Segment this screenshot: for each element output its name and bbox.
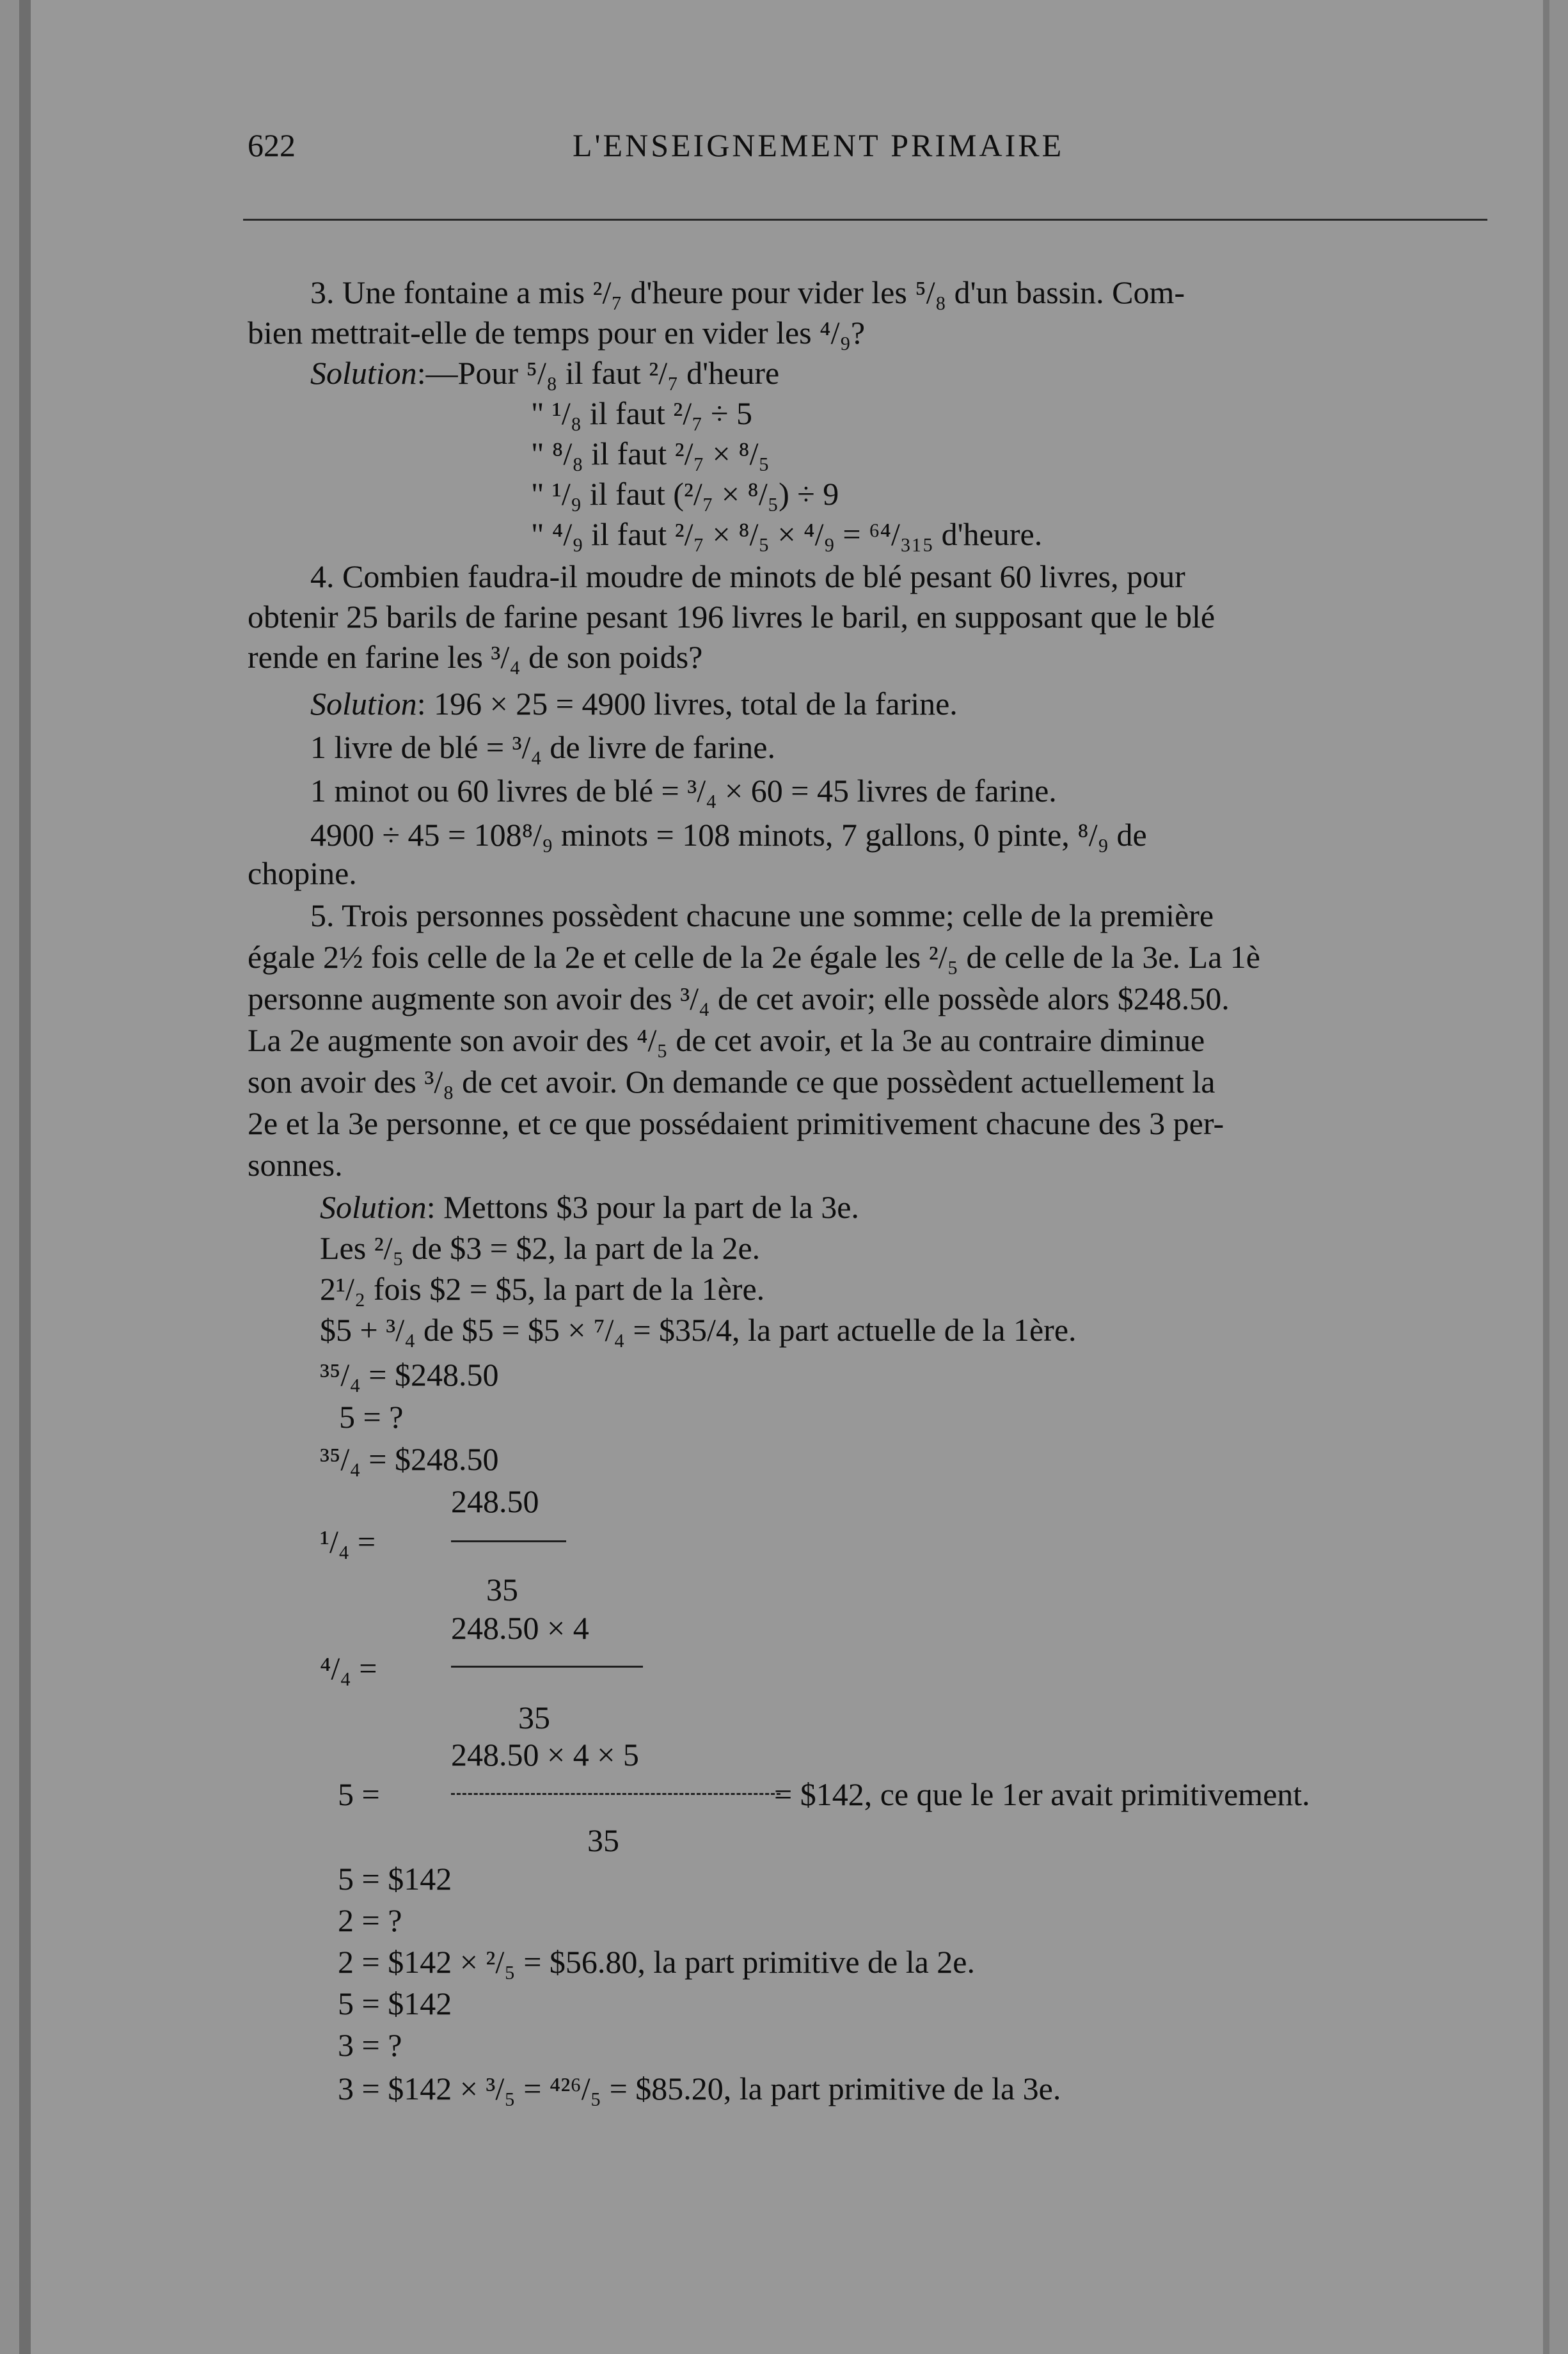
problem-5-solution xyxy=(320,1191,859,1223)
running-title: L'ENSEIGNEMENT PRIMAIRE xyxy=(573,127,1065,163)
fraction-1-lhs: ¹/₄ = xyxy=(320,1524,376,1560)
solution-text: :—Pour ⁵/₈ il faut ²/₇ d'heure xyxy=(416,355,780,391)
problem-4-solution xyxy=(310,688,958,720)
fraction-2-denominator: 35 xyxy=(518,1700,550,1735)
problem-4-step-4: chopine. xyxy=(248,855,357,891)
problem-5-step-11: 3 = ? xyxy=(338,2027,402,2063)
problem-5-step-12: 3 = $142 × ³/₅ = ⁴²⁶/₅ = $85.20, la part primitive de la 3e. xyxy=(338,2071,1061,2106)
solution-label: Solution xyxy=(320,1189,427,1225)
problem-5-line-5: son avoir des ³/₈ de cet avoir. On demande ce que possèdent actuellement la xyxy=(248,1064,1216,1100)
page-number: 622 xyxy=(248,127,296,163)
problem-5-step-8: 2 = ? xyxy=(338,1902,402,1938)
problem-4-line-1: 4. Combien faudra-il moudre de minots de blé pesant 60 livres, pour xyxy=(310,558,1185,594)
fraction-2-lhs: ⁴/₄ = xyxy=(320,1650,377,1686)
problem-3-step-2: " ⁸/₈ il faut ²/₇ × ⁸/₅ xyxy=(531,436,770,471)
header-rule xyxy=(243,219,1487,221)
problem-5-step-4: ³⁵/₄ = $248.50 xyxy=(320,1357,499,1393)
problem-3-step-4: " ⁴/₉ il faut ²/₇ × ⁸/₅ × ⁴/₉ = ⁶⁴/₃₁₅ d'heure. xyxy=(531,516,1043,552)
fraction-3-lhs: 5 = xyxy=(338,1776,380,1812)
problem-5-line-6: 2e et la 3e personne, et ce que possédaient primitivement chacune des 3 per- xyxy=(248,1105,1224,1141)
problem-5-line-7: sonnes. xyxy=(248,1147,343,1183)
problem-4-step-3: 4900 ÷ 45 = 108⁸/₉ minots = 108 minots, 7 gallons, 0 pinte, ⁸/₉ de xyxy=(310,817,1147,853)
problem-3-step-3: " ¹/₉ il faut (²/₇ × ⁸/₅) ÷ 9 xyxy=(531,476,839,512)
problem-4-line-2: obtenir 25 barils de farine pesant 196 livres le baril, en supposant que le blé xyxy=(248,599,1216,635)
problem-4-step-2: 1 minot ou 60 livres de blé = ³/₄ × 60 = 45 livres de farine. xyxy=(310,773,1057,809)
fraction-1-numerator: 248.50 xyxy=(451,1483,539,1519)
problem-3-line-2: bien mettrait-elle de temps pour en vider les ⁴/₉? xyxy=(248,315,866,351)
fraction-3-result: = $142, ce que le 1er avait primitivement. xyxy=(774,1776,1310,1812)
problem-5-step-10: 5 = $142 xyxy=(338,1986,452,2021)
problem-3-step-1: " ¹/₈ il faut ²/₇ ÷ 5 xyxy=(531,395,752,431)
problem-5-line-3: personne augmente son avoir des ³/₄ de cet avoir; elle possède alors $248.50. xyxy=(248,981,1230,1016)
fraction-1-bar xyxy=(451,1540,566,1542)
problem-3-solution xyxy=(310,357,779,389)
problem-5-step-9: 2 = $142 × ²/₅ = $56.80, la part primitive de la 2e. xyxy=(338,1944,975,1980)
problem-3-line-1: 3. Une fontaine a mis ²/₇ d'heure pour vider les ⁵/₈ d'un bassin. Com- xyxy=(310,274,1185,310)
problem-5-step-3: $5 + ³/₄ de $5 = $5 × ⁷/₄ = $35/4, la part actuelle de la 1ère. xyxy=(320,1312,1077,1348)
fraction-3-numerator: 248.50 × 4 × 5 xyxy=(451,1737,639,1773)
problem-5-line-4: La 2e augmente son avoir des ⁴/₅ de cet avoir, et la 3e au contraire diminue xyxy=(248,1022,1205,1058)
problem-5-step-7: 5 = $142 xyxy=(338,1861,452,1897)
problem-4-line-3: rende en farine les ³/₄ de son poids? xyxy=(248,639,703,675)
fraction-2-bar xyxy=(451,1666,643,1668)
solution-label: Solution xyxy=(310,355,417,391)
fraction-1-denominator: 35 xyxy=(486,1572,518,1608)
problem-4-step-1: 1 livre de blé = ³/₄ de livre de farine. xyxy=(310,729,776,765)
problem-5-step-5: 5 = ? xyxy=(339,1399,404,1435)
problem-5-step-2: 2¹/₂ fois $2 = $5, la part de la 1ère. xyxy=(320,1271,765,1307)
problem-5-step-1: Les ²/₅ de $3 = $2, la part de la 2e. xyxy=(320,1230,761,1266)
fraction-3-denominator: 35 xyxy=(587,1822,619,1858)
solution-text: : Mettons $3 pour la part de la 3e. xyxy=(426,1189,859,1225)
problem-5-step-6: ³⁵/₄ = $248.50 xyxy=(320,1441,499,1477)
problem-5-line-1: 5. Trois personnes possèdent chacune une somme; celle de la première xyxy=(310,897,1214,933)
solution-text: : 196 × 25 = 4900 livres, total de la farine. xyxy=(416,686,958,722)
book-page xyxy=(19,0,1549,2354)
fraction-3-bar xyxy=(451,1793,780,1797)
solution-label: Solution xyxy=(310,686,417,722)
problem-5-line-2: égale 2½ fois celle de la 2e et celle de la 2e égale les ²/₅ de celle de la 3e. La 1è xyxy=(248,939,1260,975)
fraction-2-numerator: 248.50 × 4 xyxy=(451,1610,589,1646)
